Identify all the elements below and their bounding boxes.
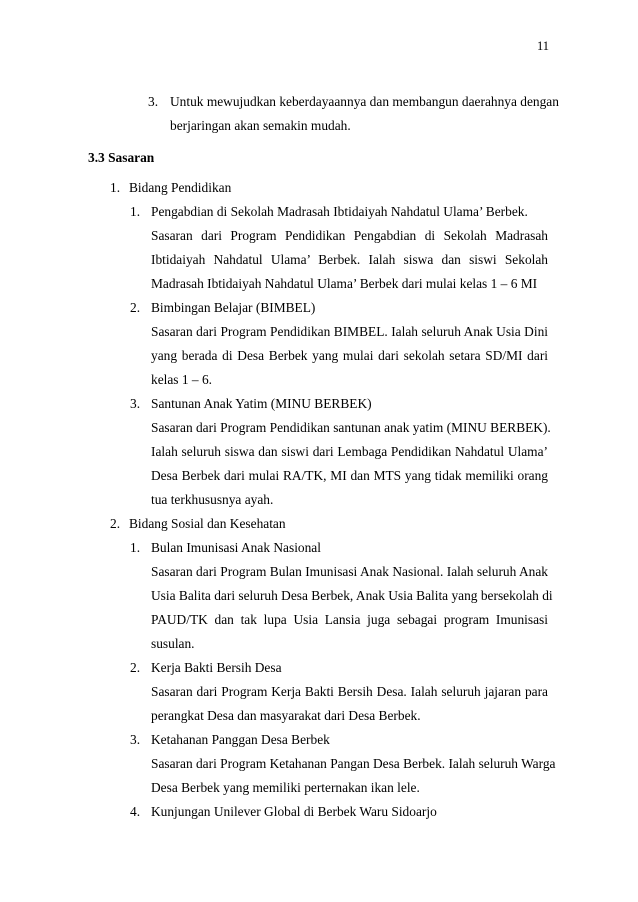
item-number: 2. bbox=[130, 300, 141, 315]
intro-item-line: Untuk mewujudkan keberdayaannya dan membangun daerahnya dengan bbox=[170, 94, 559, 109]
item-text-line: Desa Berbek dari mulai RA/TK, MI dan MTS yang tidak memiliki orang bbox=[151, 468, 548, 483]
item-title: Pengabdian di Sekolah Madrasah Ibtidaiyah Nahdatul Ulama’ Berbek. bbox=[151, 204, 528, 219]
section-title: Bidang Pendidikan bbox=[129, 180, 232, 195]
item-text-line: Desa Berbek yang memiliki perternakan ikan lele. bbox=[151, 780, 420, 795]
item-title: Ketahanan Panggan Desa Berbek bbox=[151, 732, 330, 747]
item-text-line: Ibtidaiyah Nahdatul Ulama’ Berbek. Ialah siswa dan siswi Sekolah bbox=[151, 252, 548, 267]
item-number: 2. bbox=[130, 660, 141, 675]
item-number: 3. bbox=[130, 396, 141, 411]
section-heading: 3.3 Sasaran bbox=[88, 150, 155, 165]
item-text-line: Sasaran dari Program Bulan Imunisasi Anak Nasional. Ialah seluruh Anak bbox=[151, 564, 548, 579]
item-text-line: Sasaran dari Program Pendidikan Pengabdian di Sekolah Madrasah bbox=[151, 228, 548, 243]
item-title: Kunjungan Unilever Global di Berbek Waru Sidoarjo bbox=[151, 804, 437, 819]
item-text-line: Sasaran dari Program Pendidikan BIMBEL. Ialah seluruh Anak Usia Dini bbox=[151, 324, 548, 339]
section-number: 2. bbox=[110, 516, 121, 531]
item-text-line: Madrasah Ibtidaiyah Nahdatul Ulama’ Berbek dari mulai kelas 1 – 6 MI bbox=[151, 276, 538, 291]
item-text-line: perangkat Desa dan masyarakat dari Desa Berbek. bbox=[151, 708, 421, 723]
item-text-line: Usia Balita dari seluruh Desa Berbek, Anak Usia Balita yang bersekolah di bbox=[151, 588, 553, 603]
item-text-line: tua terkhususnya ayah. bbox=[151, 492, 274, 507]
item-title: Bimbingan Belajar (BIMBEL) bbox=[151, 300, 316, 315]
intro-item-number: 3. bbox=[148, 94, 159, 109]
item-text-line: Sasaran dari Program Kerja Bakti Bersih Desa. Ialah seluruh jajaran para bbox=[151, 684, 548, 699]
item-title: Santunan Anak Yatim (MINU BERBEK) bbox=[151, 396, 372, 411]
item-text-line: Sasaran dari Program Ketahanan Pangan Desa Berbek. Ialah seluruh Warga bbox=[151, 756, 556, 771]
item-number: 4. bbox=[130, 804, 141, 819]
intro-item-line: berjaringan akan semakin mudah. bbox=[170, 118, 351, 133]
item-number: 1. bbox=[130, 204, 141, 219]
item-number: 3. bbox=[130, 732, 141, 747]
item-text-line: kelas 1 – 6. bbox=[151, 372, 212, 387]
item-title: Bulan Imunisasi Anak Nasional bbox=[151, 540, 321, 555]
item-text-line: yang berada di Desa Berbek yang mulai dari sekolah setara SD/MI dari bbox=[151, 348, 548, 363]
item-text-line: Ialah seluruh siswa dan siswi dari Lembaga Pendidikan Nahdatul Ulama’ bbox=[151, 444, 548, 459]
item-text-line: PAUD/TK dan tak lupa Usia Lansia juga sebagai program Imunisasi bbox=[151, 612, 548, 627]
item-text-line: Sasaran dari Program Pendidikan santunan anak yatim (MINU BERBEK). bbox=[151, 420, 551, 435]
section-title: Bidang Sosial dan Kesehatan bbox=[129, 516, 286, 531]
page-number: 11 bbox=[537, 39, 550, 53]
item-number: 1. bbox=[130, 540, 141, 555]
item-text-line: susulan. bbox=[151, 636, 195, 651]
item-title: Kerja Bakti Bersih Desa bbox=[151, 660, 282, 675]
section-number: 1. bbox=[110, 180, 121, 195]
